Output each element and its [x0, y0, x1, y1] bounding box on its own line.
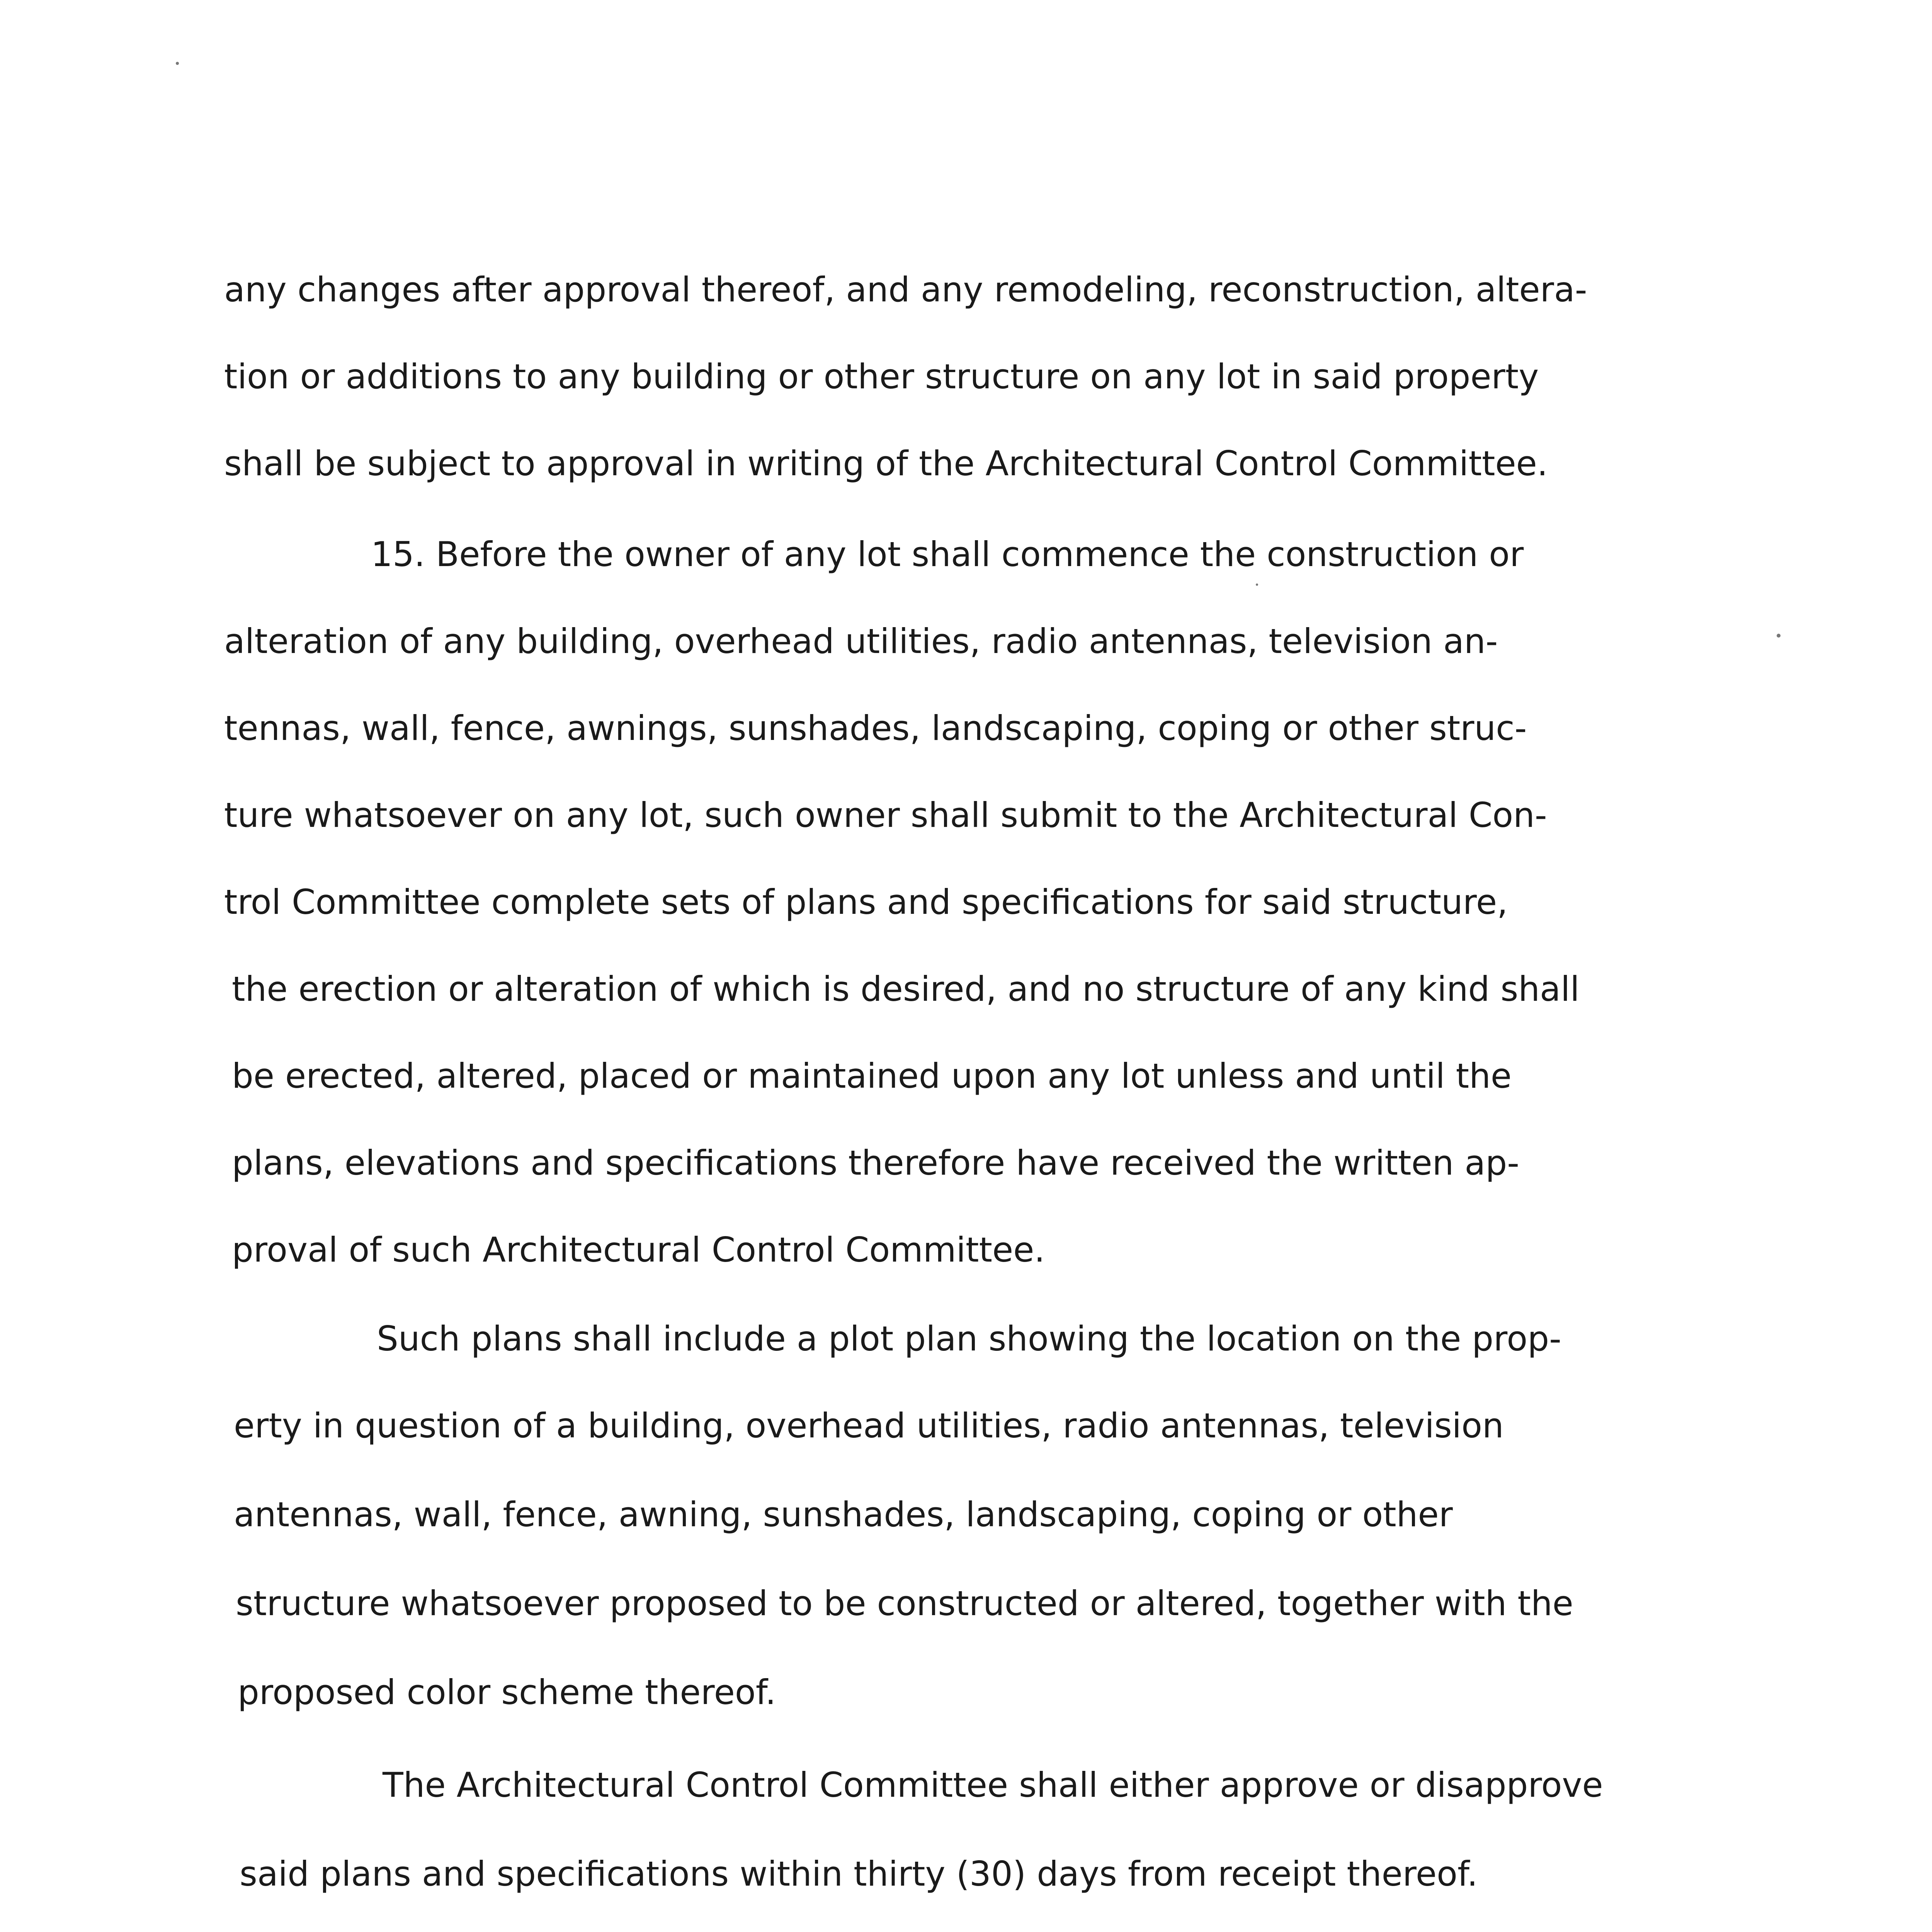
text-line: shall be subject to approval in writing of the Architectural Control Committee. [224, 444, 1548, 483]
text-line: alteration of any building, overhead utilities, radio antennas, television an- [224, 621, 1498, 661]
text-line: 15. Before the owner of any lot shall commence the construction or [371, 534, 1524, 574]
text-line: Such plans shall include a plot plan showing the location on the prop- [377, 1319, 1561, 1359]
text-line: any changes after approval thereof, and any remodeling, reconstruction, altera- [224, 270, 1587, 310]
scan-speck [176, 62, 179, 65]
text-line: the erection or alteration of which is desired, and no structure of any kind shall [232, 969, 1580, 1009]
text-line: be erected, altered, placed or maintained upon any lot unless and until the [232, 1056, 1512, 1096]
text-line: structure whatsoever proposed to be constructed or altered, together with the [236, 1583, 1573, 1623]
text-line: antennas, wall, fence, awning, sunshades, landscaping, coping or other [234, 1495, 1453, 1534]
text-line: The Architectural Control Committee shall either approve or disapprove [383, 1765, 1603, 1805]
text-line: tion or additions to any building or other structure on any lot in said property [224, 357, 1539, 396]
text-line: tennas, wall, fence, awnings, sunshades, landscaping, coping or other struc- [224, 708, 1527, 748]
text-line: proposed color scheme thereof. [238, 1672, 776, 1712]
text-line: erty in question of a building, overhead utilities, radio antennas, television [234, 1406, 1504, 1446]
text-line: proval of such Architectural Control Committee. [232, 1230, 1045, 1270]
text-line: said plans and specifications within thirty (30) days from receipt thereof. [240, 1854, 1478, 1894]
scan-speck [1777, 634, 1781, 638]
scan-speck [1256, 583, 1258, 586]
text-line: plans, elevations and specifications therefore have received the written ap- [232, 1143, 1519, 1183]
text-line: trol Committee complete sets of plans and specifications for said structure, [224, 882, 1508, 922]
text-line: ture whatsoever on any lot, such owner shall submit to the Architectural Con- [224, 795, 1547, 835]
